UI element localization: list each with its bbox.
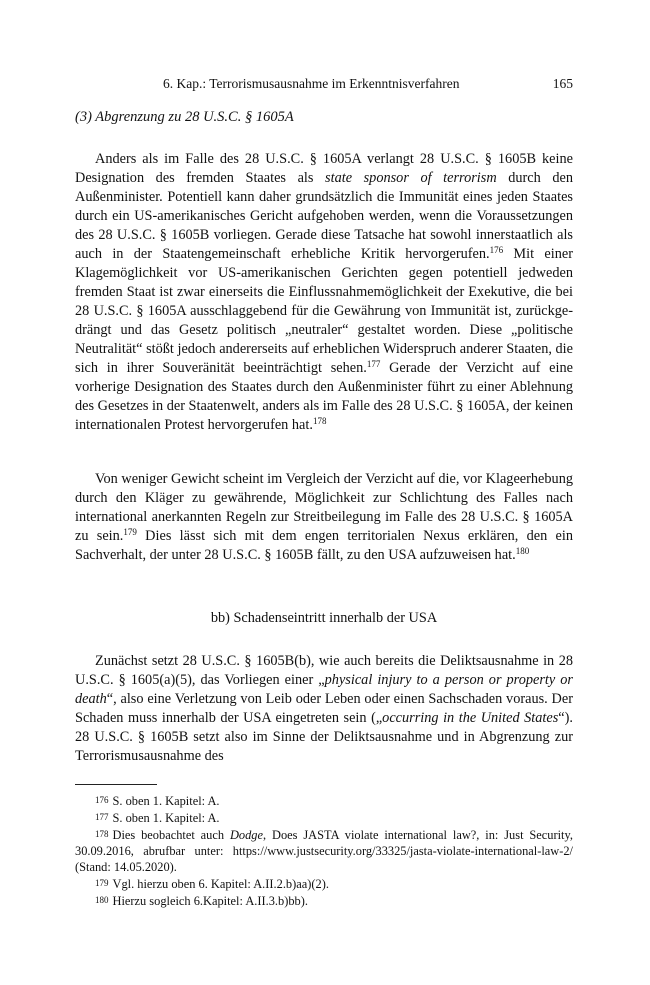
footnote-number: 180 (95, 895, 109, 905)
footnote-ref-178[interactable]: 178 (312, 416, 327, 426)
p3-text-2: “, also eine Verletzung von Leib oder Leben oder einen Sachschaden voraus. Der Schaden muss innerhalb der USA eingetreten sein („ (75, 691, 573, 726)
footnote-178 (75, 826, 573, 875)
p1-text-4: Gerade der Verzicht auf eine vorherige Designation des Staates durch den Außenminister führt zu einer Ablehnung des Gesetzes in der Staatenwelt, anders als im Falle des 28 U.S.C. § 1605A, der keinen internationalen Protest hervorgerufen hat. (75, 360, 573, 433)
paragraph-2 (75, 470, 573, 565)
running-header (75, 76, 573, 96)
footnote-text: Vgl. hierzu oben 6. Kapitel: A.II.2.b)aa)(2). (112, 877, 329, 891)
p1-emphasis: state sponsor of terrorism (325, 170, 497, 186)
footnotes (75, 792, 573, 909)
footnote-text: Hierzu sogleich 6.Kapitel: A.II.3.b)bb). (112, 894, 308, 908)
footnote-ref-180[interactable]: 180 (515, 546, 530, 556)
footnote-ref-177[interactable]: 177 (366, 359, 381, 369)
p3-emphasis-1: physical injury to a person or property or death (75, 672, 573, 707)
footnote-180 (75, 892, 573, 909)
section-heading: (3) Abgrenzung zu 28 U.S.C. § 1605A (75, 109, 294, 125)
p3-text-1: Zunächst setzt 28 U.S.C. § 1605B(b), wie auch bereits die Deliktsausnahme in 28 U.S.C. § 1605(a)(5), das Vorliegen einer „ (75, 653, 573, 688)
footnote-text: S. oben 1. Kapitel: A. (112, 794, 220, 808)
p2-text-1: Von weniger Gewicht scheint im Vergleich der Verzicht auf die, vor Klageerhebung durch den Kläger zu gewährende, Möglichkeit zur Schlichtung des Falles nach international anerkannten Regeln zur Streitbeilegung im Falle des 28 U.S.C. § 1605A zu sein. (75, 471, 573, 544)
footnote-text-pre: Dies beobachtet auch (112, 828, 230, 842)
footnote-text-post[interactable]: , Does JASTA violate international law?, in: Just Security, 30.09.2016, abrufbar unter: https://www.justsecurity.org/33325/jasta-violate-international-law-2/ (Stand: 14.05.2020). (75, 828, 573, 874)
p1-text-3: Mit einer Klagemöglichkeit vor US-amerikanischen Gerichten gegen potentiell jedweden fremden Staat ist zwar einerseits die Einflussnahmemöglichkeit der Exekutive, die bei 28 U.S.C. § 1605A ausschlaggebend für die Gewährung von Immunität ist, zurückgedrängt und das Gesetz politisch „neutraler“ gestaltet worden. Diese „politische Neutralität“ stößt jedoch andererseits auf erheblichen Widerspruch anderer Staaten, die sich in ihrer Souveränität beeinträchtigt sehen. (75, 246, 573, 376)
p1-text-1: Anders als im Falle des 28 U.S.C. § 1605A verlangt 28 U.S.C. § 1605B keine Designation des fremden Staates als (75, 151, 573, 186)
footnote-number: 177 (95, 812, 109, 822)
footnote-text: S. oben 1. Kapitel: A. (112, 811, 220, 825)
footnote-179 (75, 875, 573, 892)
p3-emphasis-2: occurring in the United States (382, 710, 559, 726)
footnote-number: 176 (95, 795, 109, 805)
footnote-number: 178 (95, 829, 109, 839)
paragraph-1 (75, 150, 573, 435)
footnote-177 (75, 809, 573, 826)
footnote-number: 179 (95, 878, 109, 888)
footnote-ref-179[interactable]: 179 (123, 527, 137, 537)
footnote-divider (75, 784, 157, 785)
paragraph-3 (75, 652, 573, 766)
p2-text-2: Dies lässt sich mit dem engen territorialen Nexus erklären, den ein Sachverhalt, der unter 28 U.S.C. § 1605B fällt, zu den USA aufzuweisen hat. (75, 528, 573, 563)
footnote-176 (75, 792, 573, 809)
p3-text-3: “). 28 U.S.C. § 1605B setzt also im Sinne der Deliktsausnahme und in Abgrenzung zur Terrorismusausnahme des (75, 710, 573, 764)
p1-text-2: durch den Außenminister. Potentiell kann daher grundsätzlich die Immunität eines jeden Staates durch ein US-amerikanisches Gericht aufgehoben werden, wenn die Voraussetzungen des 28 U.S.C. § 1605B vorliegen. Gerade diese Tatsache hat sowohl innerstaatlich als auch in der Staatengemeinschaft erhebliche Kritik hervorgerufen. (75, 170, 573, 262)
page-number: 165 (552, 76, 573, 91)
footnote-ref-176[interactable]: 176 (489, 245, 504, 255)
footnote-author: Dodge (229, 828, 263, 842)
subsection-heading: bb) Schadenseintritt innerhalb der USA (210, 610, 438, 626)
running-title: 6. Kap.: Terrorismusausnahme im Erkenntnisverfahren (163, 76, 460, 91)
